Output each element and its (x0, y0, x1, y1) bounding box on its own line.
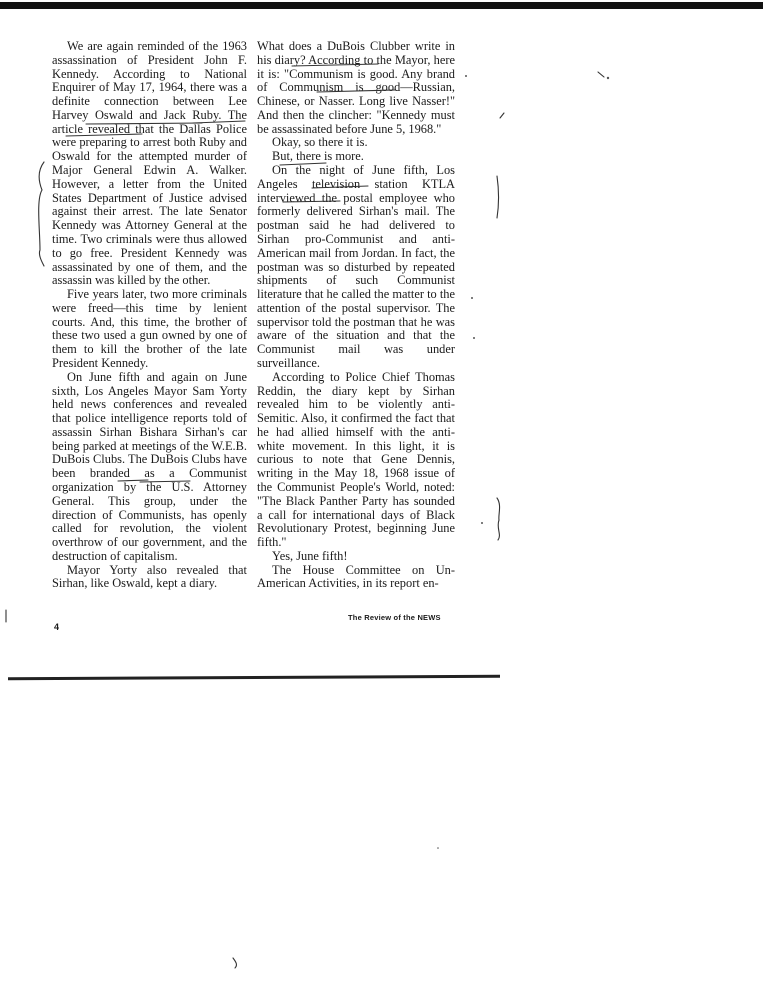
speck (471, 297, 473, 299)
speck (481, 522, 483, 524)
paragraph: Okay, so there it is. (272, 135, 368, 150)
paragraph: On the night of June fifth, Los Angeles television station KTLA interviewed the postal employee who formerly delivered Sirhan's mail. The postman said he had delivered to Sirhan pro-Communist and anti-American mail from Jordan. In fact, the postman was so disturbed by repeated shipments of such Communist literature that he called the matter to the attention of the postal supervisor. The supervisor told the postman that he was aware of the situation and that the Communist mail was under surveillance. (257, 163, 455, 370)
margin-tick (233, 958, 236, 968)
paragraph: What does a DuBois Clubber write in his diary? According to the Mayor, here it is: "Communism is good. Any brand of Communism is good—Russian, Chinese, or Nasser. Long live Nasser!" And then the clincher: "Kennedy must be assassinated before June 5, 1968." (257, 39, 455, 136)
paragraph: We are again reminded of the 1963 assassination of President John F. Kennedy. According to National Enquirer of May 17, 1964, there was a definite connection between Lee Harvey Oswald and Jack Ruby. The article revealed that the Dallas Police were preparing to arrest both Ruby and Oswald for the attempted murder of Major General Edwin A. Walker. However, a letter from the United States Department of Justice advised against their arrest. The late Senator Kennedy was Attorney General at the time. Two criminals were thus allowed to go free. President Kennedy was assassinated by one of them, and the assassin was killed by the other. (52, 39, 247, 288)
paragraph: The House Committee on Un-American Activities, in its report en- (257, 562, 455, 591)
speck (437, 847, 439, 849)
margin-tick (598, 72, 604, 77)
speck (465, 75, 467, 77)
margin-line-right (497, 176, 499, 218)
paragraph: On June fifth and again on June sixth, Los Angeles Mayor Sam Yorty held news conferences and revealed that police intelligence reports told of assassin Sirhan Bishara Sirhan's car being parked at meetings of the W.E.B. DuBois Clubs. The DuBois Clubs have been branded as a Communist organization by the U.S. Attorney General. This group, under the direction of Communists, has openly called for revolution, the violent overthrow of our government, and the destruction of capitalism. (52, 369, 247, 563)
margin-tick (500, 113, 504, 118)
bottom-rule (8, 675, 500, 681)
publication-title: The Review of the NEWS (348, 613, 441, 622)
speck (607, 77, 609, 79)
speck (473, 337, 475, 339)
left-column (52, 40, 247, 591)
paragraph: But, there is more. (272, 149, 364, 164)
page-number: 4 (54, 622, 60, 632)
paragraph: Yes, June fifth! (272, 548, 348, 563)
margin-bracket-right (497, 498, 500, 540)
top-scan-border (0, 2, 763, 9)
margin-bracket-left (39, 162, 44, 266)
paragraph: Five years later, two more criminals were freed—this time by lenient courts. And, this time, the brother of these two used a gun owned by one of them to kill the brother of the late President Kennedy. (52, 287, 247, 370)
right-column (257, 40, 455, 591)
paragraph: Mayor Yorty also revealed that Sirhan, like Oswald, kept a diary. (52, 562, 247, 591)
paragraph: According to Police Chief Thomas Reddin, the diary kept by Sirhan revealed him to be violently anti-Semitic. Also, it confirmed the fact that he had allied himself with the anti-white movement. In this light, it is curious to note that Gene Dennis, writing in the May 18, 1968 issue of the Communist People's World, noted: "The Black Panther Party has sounded a call for international days of Black Revolutionary Protest, beginning June fifth." (257, 369, 455, 550)
